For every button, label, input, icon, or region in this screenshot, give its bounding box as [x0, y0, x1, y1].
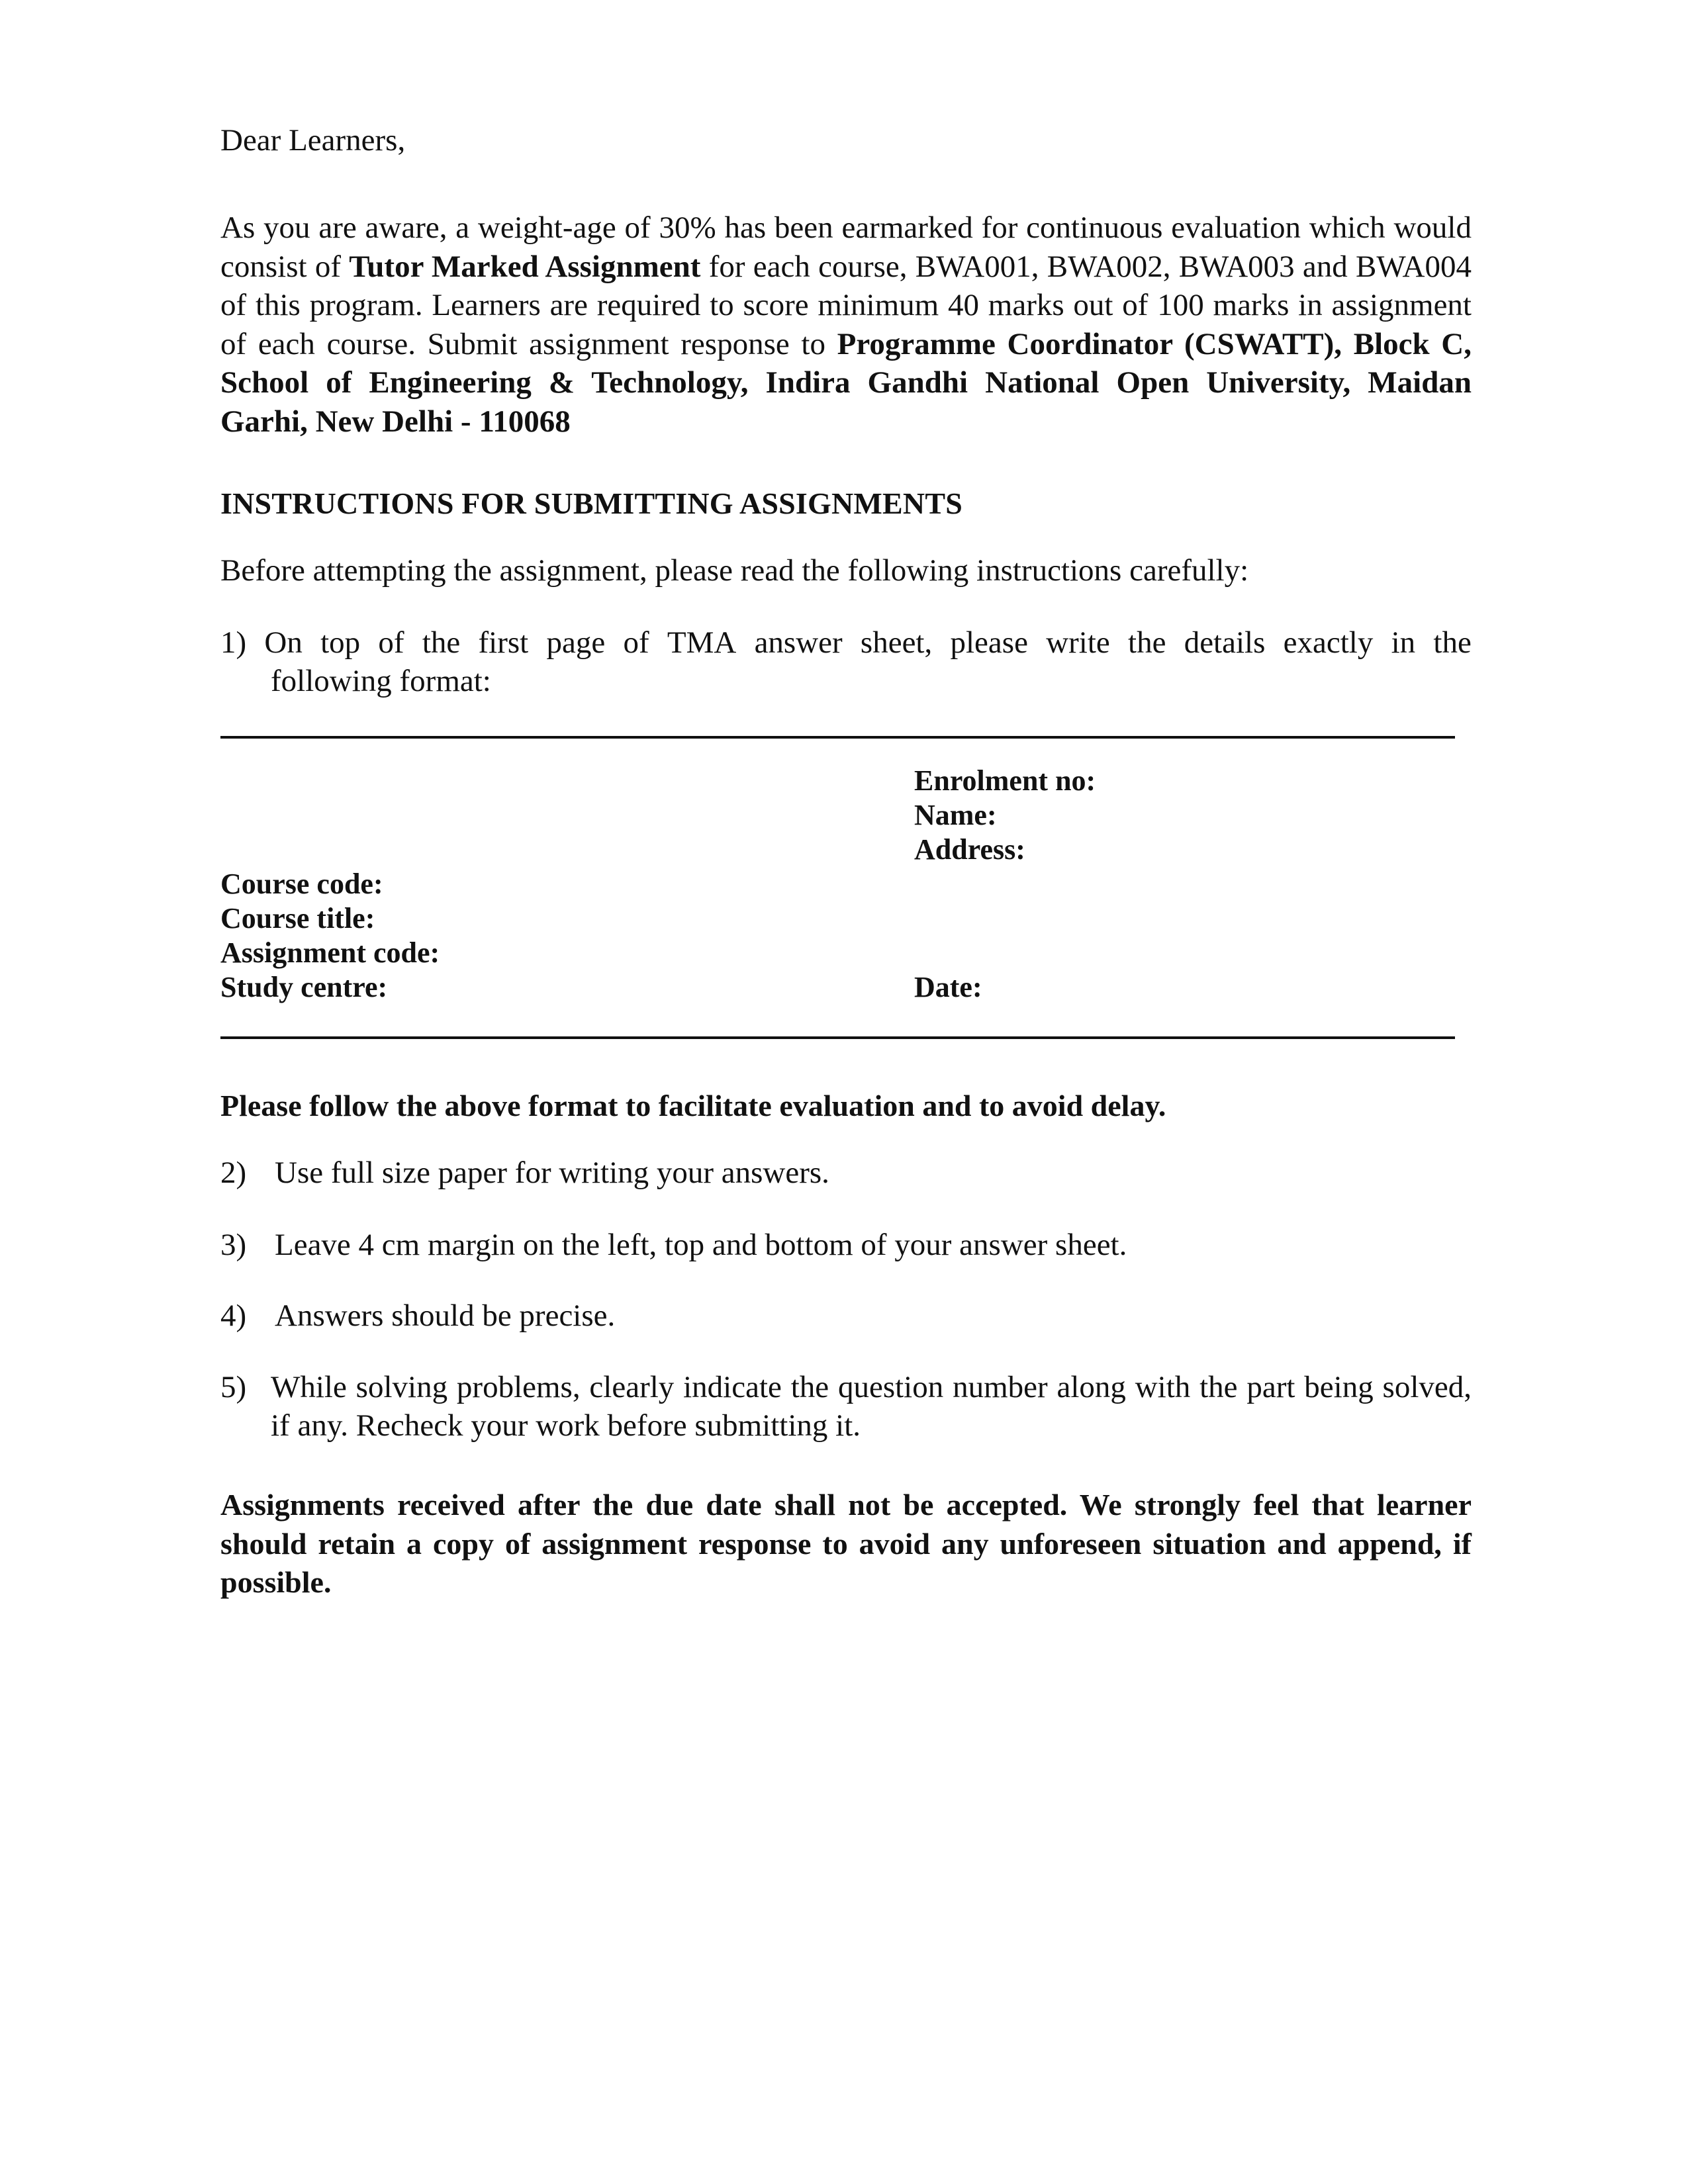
- item-word: in: [1391, 625, 1416, 660]
- course-title-label: Course title:: [220, 902, 375, 934]
- item-word: answer: [754, 625, 843, 660]
- format-note: Please follow the above format to facilitate evaluation and to avoid delay.: [220, 1089, 1166, 1122]
- format-bottom-rule: [220, 1036, 1455, 1039]
- date-label: Date:: [914, 971, 982, 1003]
- salutation: Dear Learners,: [220, 123, 406, 158]
- intro-bold-tma: Tutor Marked Assignment: [349, 249, 701, 284]
- item-word: the: [422, 625, 461, 660]
- instruction-item-1: [220, 623, 1472, 700]
- item-text: Use full size paper for writing your answers.: [275, 1156, 829, 1190]
- name-label: Name:: [914, 799, 997, 831]
- item-word: first: [478, 625, 529, 660]
- intro-bold-address: Programme Coordinator (CSWATT), Block C, School of Engineering & Technology, Indira Gandhi National Open University, Maidan Garhi, New Delhi - 110068: [220, 326, 1472, 439]
- intro-text-2: for each course, BWA001, BWA002, BWA003 and BWA004 of this program. Learners are required to score minimum 40 marks out of 100 marks in assignment of each course. Submit assignment response to: [220, 249, 1472, 361]
- item-text: Leave 4 cm margin on the left, top and bottom of your answer sheet.: [275, 1228, 1127, 1262]
- item-word: write: [1046, 625, 1110, 660]
- instruction-item-1-line-2: following format:: [271, 664, 491, 698]
- item-number: 1): [220, 625, 247, 660]
- item-word: exactly: [1283, 625, 1374, 660]
- item-word: On: [264, 625, 303, 660]
- closing-paragraph: Assignments received after the due date shall not be accepted. We strongly feel that learner should retain a copy of assignment response to avoid any unforeseen situation and append, if possible.: [220, 1488, 1472, 1599]
- study-centre-label: Study centre:: [220, 971, 388, 1003]
- instruction-item-1-line-1: [220, 623, 1472, 662]
- assignment-code-label: Assignment code:: [220, 936, 440, 969]
- item-number: 3): [220, 1228, 247, 1262]
- item-word: sheet,: [860, 625, 933, 660]
- intro-text-1: As you are aware, a weight-age of 30% has been earmarked for continuous evaluation which would consist of: [220, 210, 1472, 284]
- item-word: top: [320, 625, 361, 660]
- address-label: Address:: [914, 833, 1025, 866]
- item-word: the: [1128, 625, 1166, 660]
- item-number: 2): [220, 1156, 247, 1190]
- before-text: Before attempting the assignment, please read the following instructions carefully:: [220, 553, 1249, 588]
- item-word: details: [1184, 625, 1266, 660]
- format-top-rule: [220, 736, 1455, 739]
- item-word: of: [378, 625, 404, 660]
- item-word: the: [1433, 625, 1472, 660]
- instructions-heading: INSTRUCTIONS FOR SUBMITTING ASSIGNMENTS: [220, 486, 963, 520]
- item-word: page: [546, 625, 606, 660]
- item-number: 4): [220, 1298, 247, 1333]
- enrolment-label: Enrolment no:: [914, 764, 1096, 797]
- item-text: Answers should be precise.: [275, 1298, 616, 1333]
- course-code-label: Course code:: [220, 868, 383, 900]
- intro-paragraph: [220, 208, 1472, 441]
- item-word: please: [950, 625, 1028, 660]
- item-number: 5): [220, 1370, 247, 1404]
- item-text: While solving problems, clearly indicate the question number along with the part being solved, if any. Recheck your work before submitting it.: [271, 1370, 1472, 1443]
- item-word: of: [623, 625, 649, 660]
- item-word: TMA: [667, 625, 737, 660]
